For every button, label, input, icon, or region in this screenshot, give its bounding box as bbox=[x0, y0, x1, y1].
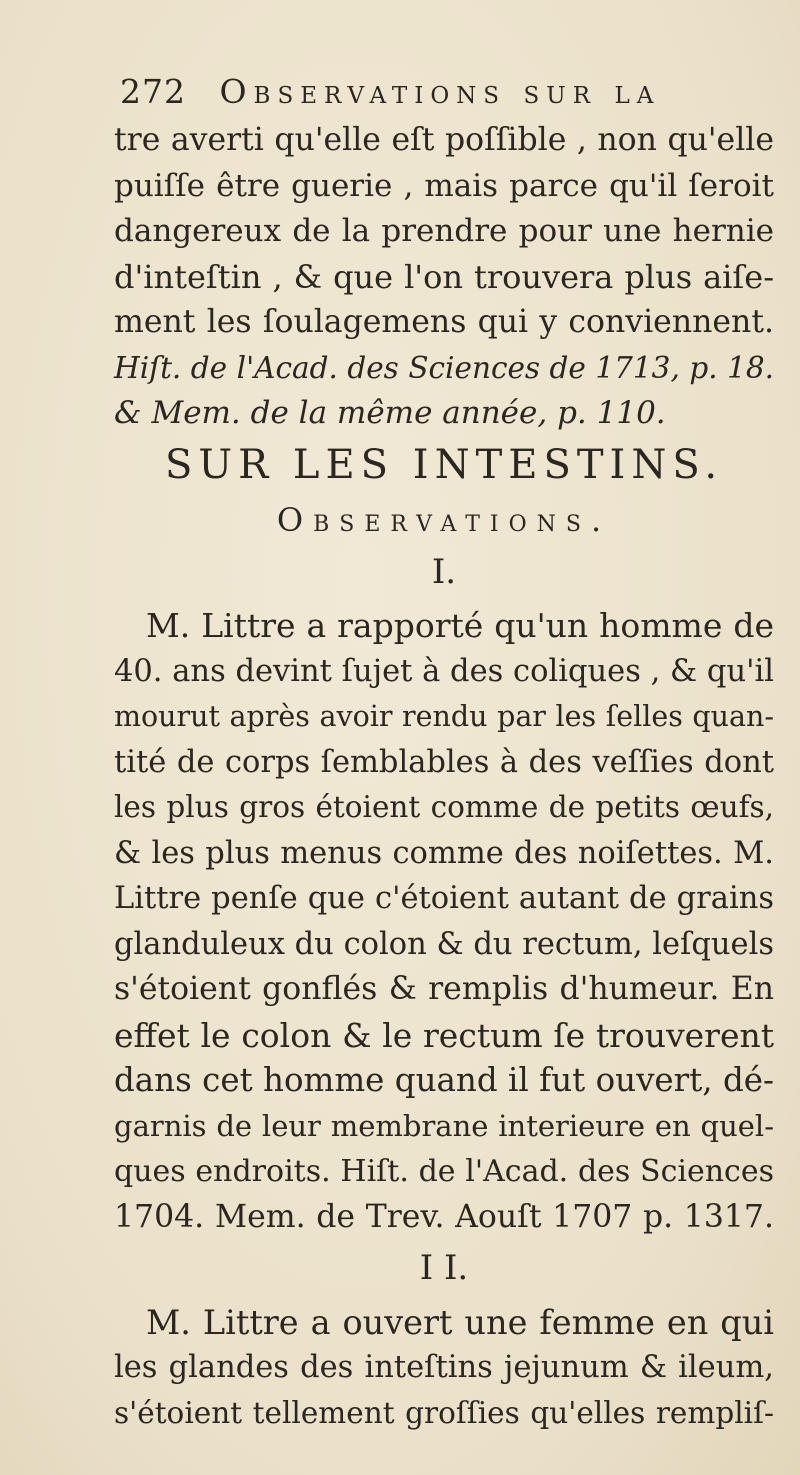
text-line: les glandes des inteſtins jejunum & ileum, bbox=[114, 1350, 774, 1385]
text-line: les plus gros étoient comme de petits œufs, bbox=[114, 790, 774, 824]
text-line: Littre penſe que c'étoient autant de grains bbox=[114, 881, 774, 916]
page-body bbox=[114, 118, 774, 1436]
text-line: glanduleux du colon & du rectum, leſquels bbox=[114, 926, 774, 962]
observation-number: I. bbox=[431, 551, 457, 592]
running-header bbox=[120, 72, 720, 111]
text-line: mourut après avoir rendu par les ſelles quan- bbox=[114, 700, 774, 733]
text-line: s'étoient gonflés & remplis d'humeur. En bbox=[114, 971, 774, 1007]
text-line: effet le colon & le rectum ſe trouverent bbox=[114, 1015, 774, 1055]
text-line: M. Littre a ouvert une femme en qui bbox=[146, 1302, 774, 1342]
running-title: Observations sur la bbox=[219, 72, 661, 111]
text-line: M. Littre a rapporté qu'un homme de bbox=[146, 606, 774, 645]
citation-line: & Mem. de la même année, p. 110. bbox=[114, 395, 666, 431]
text-line: ques endroits. Hiſt. de l'Acad. des Sciences bbox=[114, 1154, 774, 1189]
text-line: tre averti qu'elle eſt poſſible , non qu'elle bbox=[114, 122, 774, 158]
page-number: 272 bbox=[120, 72, 186, 111]
text-line: ment les ſoulagemens qui y conviennent. bbox=[114, 304, 774, 340]
text-line: tité de corps ſemblables à des veſſies dont bbox=[114, 744, 774, 780]
text-line: s'étoient tellement groſſies qu'elles rempliſ- bbox=[114, 1395, 774, 1430]
text-line: & les plus menus comme des noiſettes. M. bbox=[114, 835, 774, 871]
text-line: 40. ans devint ſujet à des coliques , & qu'il bbox=[114, 653, 774, 689]
citation-line: Hiſt. de l'Acad. des Sciences de 1713, p. 18. bbox=[114, 350, 774, 385]
section-title: SUR LES INTESTINS. bbox=[164, 441, 724, 488]
text-line: dans cet homme quand il fut ouvert, dé- bbox=[114, 1061, 774, 1099]
section-subtitle: Observations. bbox=[276, 501, 612, 539]
text-line: dangereux de la prendre pour une hernie bbox=[114, 213, 774, 249]
text-line: 1704. Mem. de Trev. Aouſt 1707 p. 1317. bbox=[114, 1198, 774, 1235]
observation-number: I I. bbox=[419, 1248, 469, 1288]
text-line: d'inteſtin , & que l'on trouvera plus aiſe- bbox=[114, 257, 774, 296]
text-line: puiſſe être guerie , mais parce qu'il ſeroit bbox=[114, 167, 774, 204]
text-line: garnis de leur membrane interieure en quel- bbox=[114, 1108, 774, 1143]
